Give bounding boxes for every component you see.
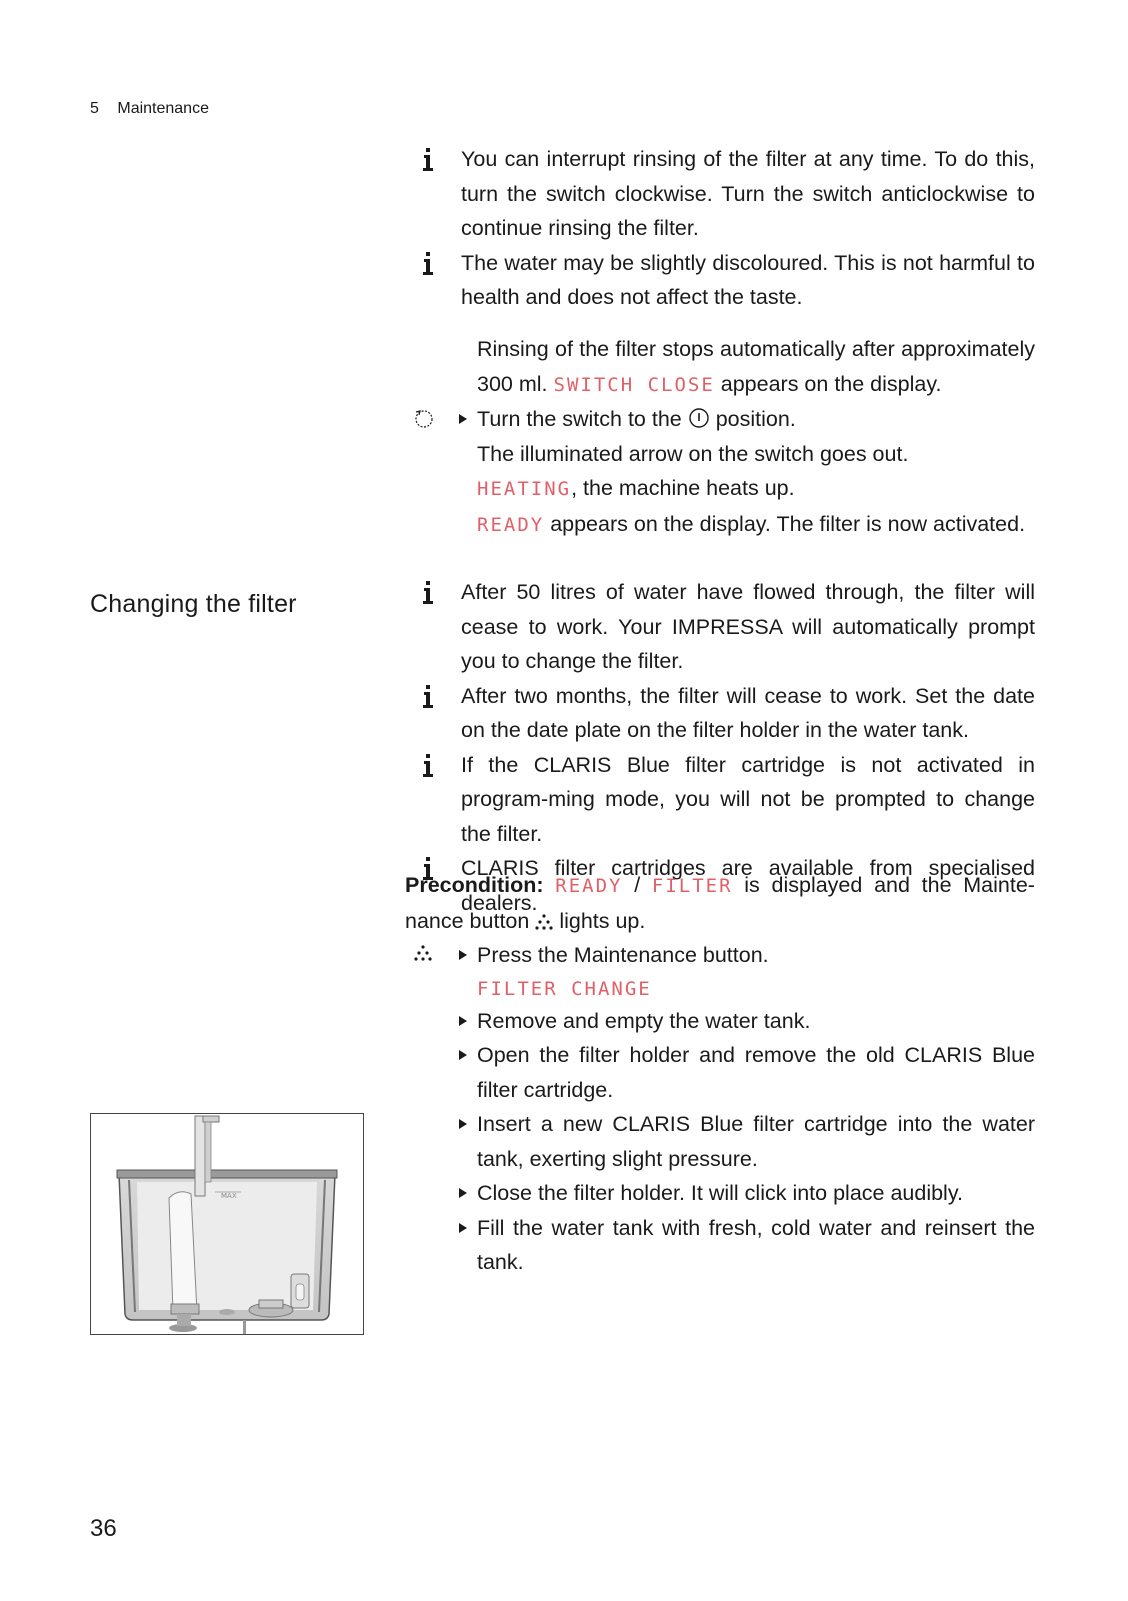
step-item xyxy=(405,1107,1035,1176)
info-icon xyxy=(422,252,434,276)
step-text: Remove and empty the water tank. xyxy=(477,1008,811,1033)
chapter-title: Maintenance xyxy=(117,100,209,117)
body-text: appears on the display. xyxy=(720,371,942,396)
info-note xyxy=(405,748,1035,852)
info-icon xyxy=(422,754,434,778)
info-text: CLARIS filter cartridges are available from specialised dealers. xyxy=(461,856,1035,915)
body-text: appears on the display. The filter is now activated. xyxy=(550,511,1026,536)
rotary-switch-icon xyxy=(413,408,435,430)
step-text: Fill the water tank with fresh, cold water and reinsert the tank. xyxy=(477,1215,1035,1274)
chapter-number: 5 xyxy=(90,100,99,117)
rinse-stop-text xyxy=(405,332,1035,402)
step-item xyxy=(405,938,1035,973)
info-note xyxy=(405,679,1035,748)
maintenance-icon xyxy=(535,913,553,931)
info-text: After 50 litres of water have flowed through, the filter will cease to work. Your IMPRESSA will automatically prompt you to change the filter. xyxy=(461,580,1035,673)
info-text: The water may be slightly discoloured. This is not harmful to health and does not affect the taste. xyxy=(461,250,1035,309)
body-text: Rinsing of the filter stops automatically after approximately 300 ml. xyxy=(477,337,1035,396)
section-title: Changing the filter xyxy=(90,590,297,618)
body-text: lights up. xyxy=(559,908,646,933)
info-text: After two months, the filter will cease to work. Set the date on the date plate on the filter holder in the water tank. xyxy=(461,683,1035,742)
step-item xyxy=(405,1038,1035,1107)
step-item xyxy=(405,402,1035,437)
step-text: Close the filter holder. It will click into place audibly. xyxy=(477,1181,963,1205)
triangle-bullet-icon xyxy=(459,950,467,960)
separator: / xyxy=(634,873,641,897)
display-line xyxy=(405,973,1035,1004)
arrow-out-text: The illuminated arrow on the switch goes out. xyxy=(477,441,909,466)
power-icon xyxy=(688,407,710,429)
display-message: READY xyxy=(555,875,623,897)
info-note xyxy=(405,142,1035,246)
body-text: , the machine heats up. xyxy=(571,476,795,500)
water-tank-drawing xyxy=(91,1114,363,1334)
step-item xyxy=(405,1176,1035,1211)
triangle-bullet-icon xyxy=(459,1119,467,1129)
triangle-bullet-icon xyxy=(459,1050,467,1060)
step-text: position. xyxy=(715,407,796,431)
display-message: FILTER xyxy=(651,875,733,897)
info-text: If the CLARIS Blue filter cartridge is not activated in program-ming mode, you will not be prompted to change the filter. xyxy=(461,752,1035,846)
heating-line xyxy=(405,471,1035,507)
display-message: SWITCH CLOSE xyxy=(553,373,715,396)
info-icon xyxy=(422,581,434,605)
precondition-label: Precondition: xyxy=(405,873,544,897)
info-note xyxy=(405,575,1035,679)
display-message: READY xyxy=(477,513,545,536)
rinse-section xyxy=(405,142,1035,315)
change-steps xyxy=(405,868,1035,1280)
rinse-steps xyxy=(405,332,1035,542)
triangle-bullet-icon xyxy=(459,1223,467,1233)
body-text: is displayed and the Mainte-nance button xyxy=(405,873,1035,933)
info-text: You can interrupt rinsing of the filter at any time. To do this, turn the switch clockwise. Turn the switch anticlockwise to continue rinsing the filter. xyxy=(461,147,1035,240)
ready-line xyxy=(405,507,1035,543)
precondition xyxy=(405,868,1035,938)
triangle-bullet-icon xyxy=(459,1188,467,1198)
maintenance-icon xyxy=(413,944,433,962)
info-icon xyxy=(422,685,434,709)
step-item xyxy=(405,1211,1035,1280)
step-item xyxy=(405,1004,1035,1039)
running-header xyxy=(90,100,209,118)
water-tank-illustration xyxy=(90,1113,364,1335)
info-note xyxy=(405,246,1035,315)
max-label: MAX xyxy=(221,1192,237,1200)
triangle-bullet-icon xyxy=(459,414,467,424)
display-message: FILTER CHANGE xyxy=(477,977,652,1000)
display-message: HEATING xyxy=(477,478,572,500)
triangle-bullet-icon xyxy=(459,1016,467,1026)
step-text: Insert a new CLARIS Blue filter cartridge into the water tank, exerting slight pressure. xyxy=(477,1112,1035,1171)
page-number: 36 xyxy=(90,1515,117,1542)
step-text: Turn the switch to the xyxy=(477,407,682,431)
step-text: Press the Maintenance button. xyxy=(477,943,769,967)
step-text: Open the filter holder and remove the old CLARIS Blue filter cartridge. xyxy=(477,1043,1035,1102)
info-icon xyxy=(422,148,434,172)
